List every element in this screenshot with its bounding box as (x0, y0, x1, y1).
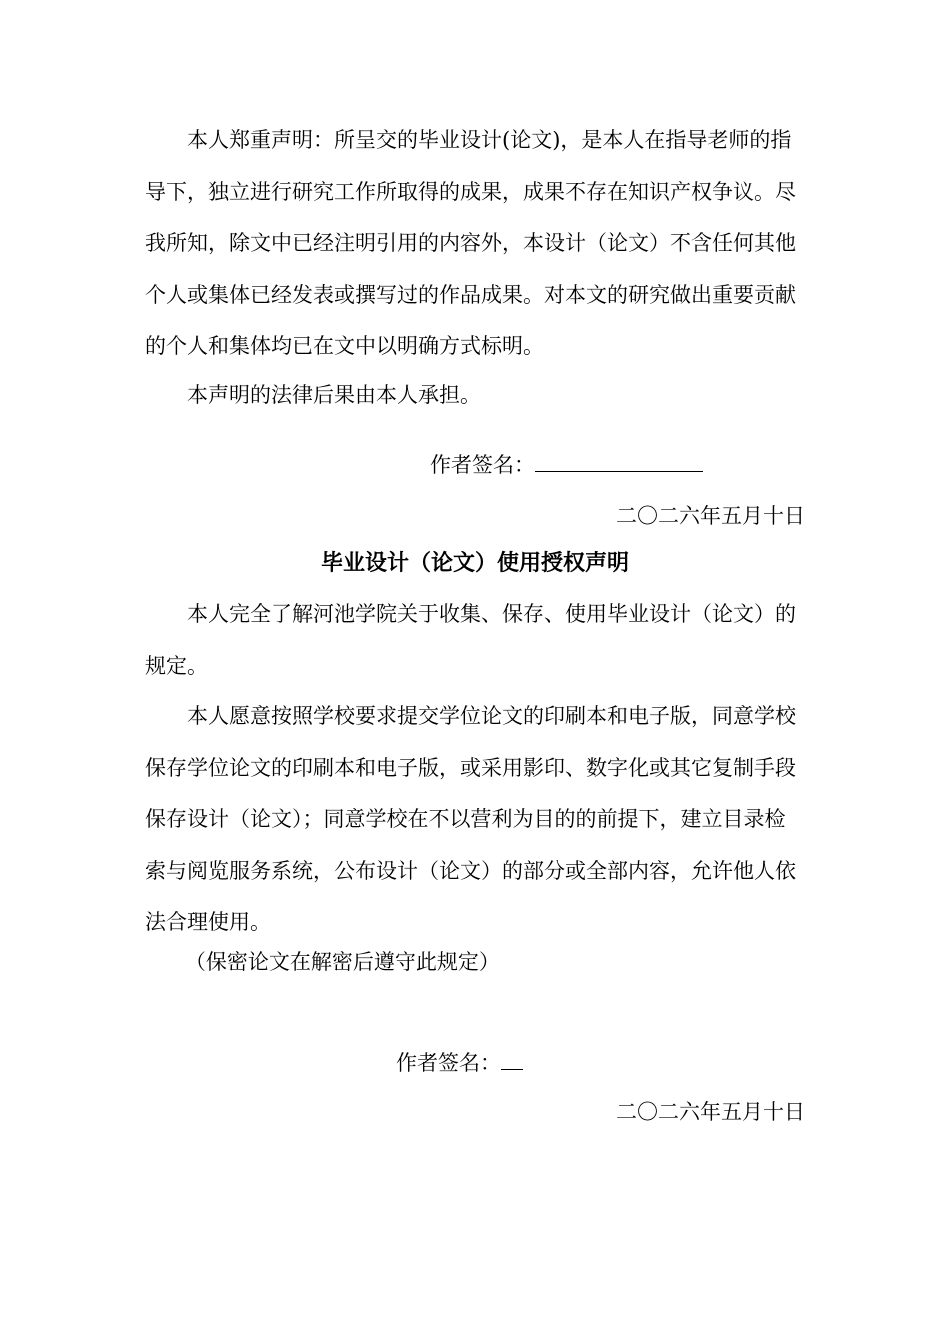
confidential-note: （保密论文在解密后遵守此规定） (184, 950, 500, 974)
authorization-paragraph-1: 本人完全了解河池学院关于收集、保存、使用毕业设计（论文）的规定。 (145, 602, 796, 678)
signature-label: 作者签名： (430, 453, 535, 477)
declaration-paragraph: 本人郑重声明：所呈交的毕业设计(论文)，是本人在指导老师的指导下，独立进行研究工作所取得的成果，成果不存在知识产权争议。尽我所知，除文中已经注明引用的内容外，本设计（论文）不含任何其他个人或集体已经发表或撰写过的作品成果。对本文的研究做出重要贡献的个人和集体均已在文中以明确方式标明。 (145, 128, 796, 358)
legal-consequence-paragraph: 本声明的法律后果由本人承担。 (187, 383, 481, 407)
signature-label: 作者签名： (396, 1051, 501, 1075)
declaration-signature-line (430, 449, 703, 481)
declaration-date: 二〇二六年五月十日 (616, 504, 805, 528)
signature-blank (501, 1047, 523, 1070)
authorization-title: 毕业设计（论文）使用授权声明 (320, 551, 629, 576)
signature-blank (535, 449, 703, 472)
authorization-signature-line (396, 1047, 523, 1079)
authorization-paragraph-2: 本人愿意按照学校要求提交学位论文的印刷本和电子版，同意学校保存学位论文的印刷本和电子版，或采用影印、数字化或其它复制手段保存设计（论文）；同意学校在不以营利为目的的前提下，建立目录检索与阅览服务系统，公布设计（论文）的部分或全部内容，允许他人依法合理使用。 (145, 704, 796, 934)
authorization-date: 二〇二六年五月十日 (616, 1100, 805, 1124)
